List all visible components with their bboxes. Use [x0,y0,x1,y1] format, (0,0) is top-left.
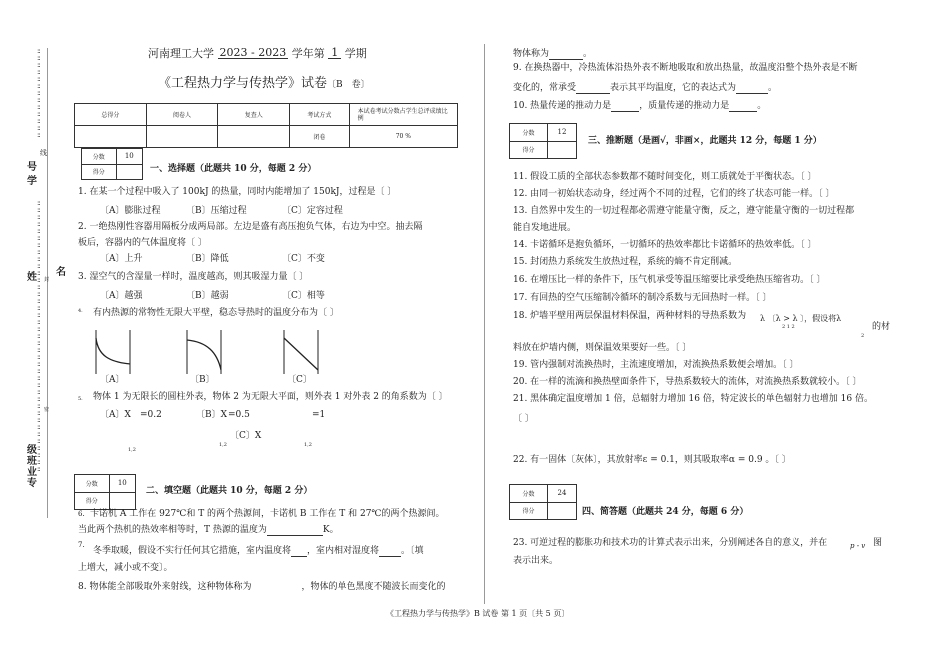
q5-opt-b: 〔B〕X [196,410,228,420]
q18-subscripts: 2 1 2 [782,324,795,330]
exam-mode-value: 闭卷 [290,126,350,148]
margin-label-class: 级班业专 [27,445,37,489]
margin-feng: 封 [44,277,50,283]
q23-tail: 图 [873,538,883,548]
q3-opt-c: 〔C〕相等 [282,291,325,301]
paper-type: 〔B 卷〕 [327,80,370,90]
got-label: 得分 [82,164,117,180]
q13-line1: 13. 自然界中发生的一切过程都必需遵守能量守衡，反之，遵守能量守衡的一切过程都 [513,206,855,216]
q5: 物体 1 为无限长的圆柱外表，物体 2 为无限大平面，则外表 1 对外表 2 的角系数为〔 〕 [93,392,448,402]
score-summary-table [74,103,458,148]
score-label: 分数 [510,124,548,142]
binding-dots: :: :: :: :: :: :: :: :: :: :: :: :: :: :: :: :: :: :: :: :: :: :: :: :: :: :: :: :: :: :: :: :: :: :: :: :: :: :: :: [37,199,40,473]
q7-line2: 上增大，减小或不变〕。 [78,563,173,573]
total-score-cell[interactable] [75,126,147,148]
q9-line1: 9. 在换热器中，冷热流体沿热外表不断地吸取和放出热量，故温度沿整个热外表是不断 [513,63,858,73]
q3: 3. 湿空气的含湿量一样时，温度越高，则其吸湿力量〔 〕 [78,272,309,282]
q5-number: 5. [78,396,83,402]
q20: 20. 在一样的流滴和换热壁面条件下，导热系数较大的流体，对流换热系数就较小。〔 〕 [513,377,862,387]
section4-title: 四、简答题（此题共 24 分，每题 6 分） [582,507,749,517]
got-cell[interactable] [548,502,577,520]
th-reviewer: 复查人 [218,104,290,126]
q2-opt-c: 〔C〕不变 [282,254,325,264]
margin-label-xing: 姓 [27,272,37,283]
q23-line1: 23. 可逆过程的膨胀功和技术功的计算式表示出来，分别阐述各自的意义，并在 [513,538,828,548]
margin-mi: 密 [44,407,50,413]
q4-number: 4. [78,308,83,314]
q7-line1: 冬季取暖，假设不实行任何其它措施，室内温度将 ，室内相对湿度将 。〔填 [93,546,424,556]
section1-title: 一、选择题（此题共 10 分，每题 2 分） [150,164,317,174]
score-label: 分数 [82,149,117,165]
q17: 17. 有回热的空气压缩制冷循环的制冷系数与无回热时一样。〔 〕 [513,293,772,303]
margin-xian: 线 [40,149,47,157]
graph-c-icon [282,330,322,376]
q6-number: 6. [78,510,85,518]
q21-line2: 〔 〕 [513,414,534,424]
q10-blank1[interactable] [611,101,639,112]
th-exam-mode: 考试方式 [290,104,350,126]
q9-blank1[interactable] [576,83,610,94]
section3-title: 三、推断题（是画√，非画×，此题共 12 分，每题 1 分） [588,136,822,146]
q4-label-a: 〔A〕 [100,375,125,385]
q18-lambda: λ 〔λ > λ 〕，假设将λ [760,314,842,323]
section1-score-box [81,148,143,180]
q5-opt-a-value: =0.2 [140,410,162,420]
q1-opt-c: 〔C〕定容过程 [282,206,343,216]
th-grader: 阅卷人 [146,104,218,126]
term-label: 学期 [344,47,367,60]
q9-blank2[interactable] [736,83,768,94]
q2-line2: 板后，容器内的气体温度将〔 〕 [78,238,207,248]
q21-line1: 21. 黑体确定温度增加 1 倍，总辐射力增加 16 倍，特定波长的单色辐射力也增加 16 倍。 [513,394,873,404]
got-label: 得分 [75,492,110,510]
margin-label-ming: 名 [56,267,66,278]
q18-sub2: 2 [861,333,865,339]
q23-pv: p - v [850,542,866,550]
term-number: 1 [328,47,341,59]
binding-dots: :: :: :: :: :: :: :: :: :: :: :: :: :: [37,47,40,139]
th-ratio: 本试卷考试分数占学生总评成绩比例 [349,104,457,126]
q13-line2: 能自发地进展。 [513,223,577,233]
q3-opt-b: 〔B〕越弱 [186,291,229,301]
q19: 19. 管内强制对流换热时，主流速度增加，对流换热系数便会增加。〔 〕 [513,360,799,370]
year-label: 学年第 [291,47,325,60]
column-divider [484,44,485,604]
got-cell[interactable] [116,164,142,180]
q18-line1: 18. 炉墙平壁用两层保温材料保温，两种材料的导热系数为 [513,311,747,321]
q5-opt-b-value: =0.5 [228,410,250,420]
score-label: 分数 [75,475,110,493]
q5-opt-a: 〔A〕X [100,410,131,420]
q10-blank2[interactable] [729,101,757,112]
grader-cell[interactable] [146,126,218,148]
score-label: 分数 [510,485,548,503]
q16: 16. 在增压比一样的条件下，压气机承受等温压缩要比承受绝热压缩省功。〔 〕 [513,275,826,285]
q6-line1: 卡诺机 A 工作在 927℃和 T 的两个热源间，卡诺机 B 工作在 T 和 27℃的两个热源间。 [90,509,445,519]
q5-sub-a: 1,2 [128,447,136,453]
score-value: 12 [548,124,577,142]
q8-blank[interactable] [549,49,583,60]
q14: 14. 卡诺循环是抱负循环，一切循环的热效率都比卡诺循环的热效率低。〔 〕 [513,240,817,250]
q4-label-b: 〔B〕 [190,375,215,385]
university-name: 河南理工大学 [148,47,214,60]
th-total: 总得分 [75,104,147,126]
q7-blank1[interactable] [291,546,307,557]
q10: 10. 热量传递的推动力是 ，质量传递的推动力是 。 [513,101,767,111]
q22: 22. 有一固体〔灰体〕，其放射率ε = 0.1，则其吸取率α = 0.9 。〔 〕 [513,455,791,465]
q5-opt-c-value: =1 [312,410,326,420]
q8-continued: 物体称为 。 [513,49,593,59]
q1: 1. 在某一个过程中吸入了 100kJ 的热量，同时内能增加了 150kJ，过程是〔 〕 [78,187,397,197]
ratio-value: 70 % [349,126,457,148]
q3-opt-a: 〔A〕越强 [100,291,143,301]
section2-title: 二、填空题（此题共 10 分，每题 2 分） [146,486,313,496]
q4: 有内热源的常物性无限大平壁，稳态导热时的温度分布为〔 〕 [93,308,339,318]
q12: 12. 由同一初始状态动身，经过两个不同的过程，它们的终了状态可能一样。〔 〕 [513,189,835,199]
binding-line [47,48,48,518]
q18-line2: 料放在炉墙内侧，则保温效果要好一些。〔 〕 [513,343,692,353]
q15: 15. 封闭热力系统发生放热过程，系统的熵不肯定削减。 [513,257,738,267]
q9-line2: 变化的，常承受 表示其平均温度，它的表达式为 。 [513,83,778,93]
q2-opt-a: 〔A〕上升 [100,254,143,264]
q5-sub-b: 1,2 [219,442,227,448]
got-cell[interactable] [548,141,577,159]
q7-number: 7. [78,541,85,549]
exam-title: 《工程热力学与传热学》试卷〔B 卷〕 [158,76,370,91]
margin-label-hao: 号 [27,162,37,173]
section4-score-box [509,484,577,520]
got-label: 得分 [510,502,548,520]
score-value: 24 [548,485,577,503]
reviewer-cell[interactable] [218,126,290,148]
got-label: 得分 [510,141,548,159]
q23-line2: 表示出来。 [513,556,559,566]
q5-opt-c: 〔C〕X [230,431,262,441]
q6-line2: 当此两个热机的热效率相等时，T 热源的温度为 K。 [78,525,339,535]
graph-b-icon [185,330,225,376]
header-line [148,47,367,59]
q2-opt-b: 〔B〕降低 [186,254,229,264]
page-footer: 《工程热力学与传热学》B 试卷 第 1 页〔共 5 页〕 [386,609,570,618]
q11: 11. 假设工质的全部状态参数都不随时间变化，则工质就处于平衡状态。〔 〕 [513,172,817,182]
graph-a-icon [94,330,134,376]
q1-opt-a: 〔A〕膨胀过程 [100,206,161,216]
score-value: 10 [109,475,135,493]
section2-score-box [74,474,136,510]
margin-label-xue: 学 [27,176,37,187]
q8-line1: 8. 物体能全部吸取外来射线，这种物体称为 ，物体的单色黑度不随波长而变化的 [78,582,446,592]
q4-label-c: 〔C〕 [287,375,312,385]
q7-blank2[interactable] [379,546,401,557]
q5-sub-c: 1,2 [304,442,312,448]
got-cell[interactable] [109,492,135,510]
section3-score-box [509,123,577,159]
score-value: 10 [116,149,142,165]
school-year: 2023 - 2023 [219,46,287,59]
q18-tail: 的材 [872,322,891,332]
q6-blank[interactable] [267,525,323,536]
q2-line1: 2. 一绝热刚性容器用隔板分成两局部。左边是盛有高压抱负气体，右边为中空。抽去隔 [78,222,423,232]
q1-opt-b: 〔B〕压缩过程 [186,206,247,216]
